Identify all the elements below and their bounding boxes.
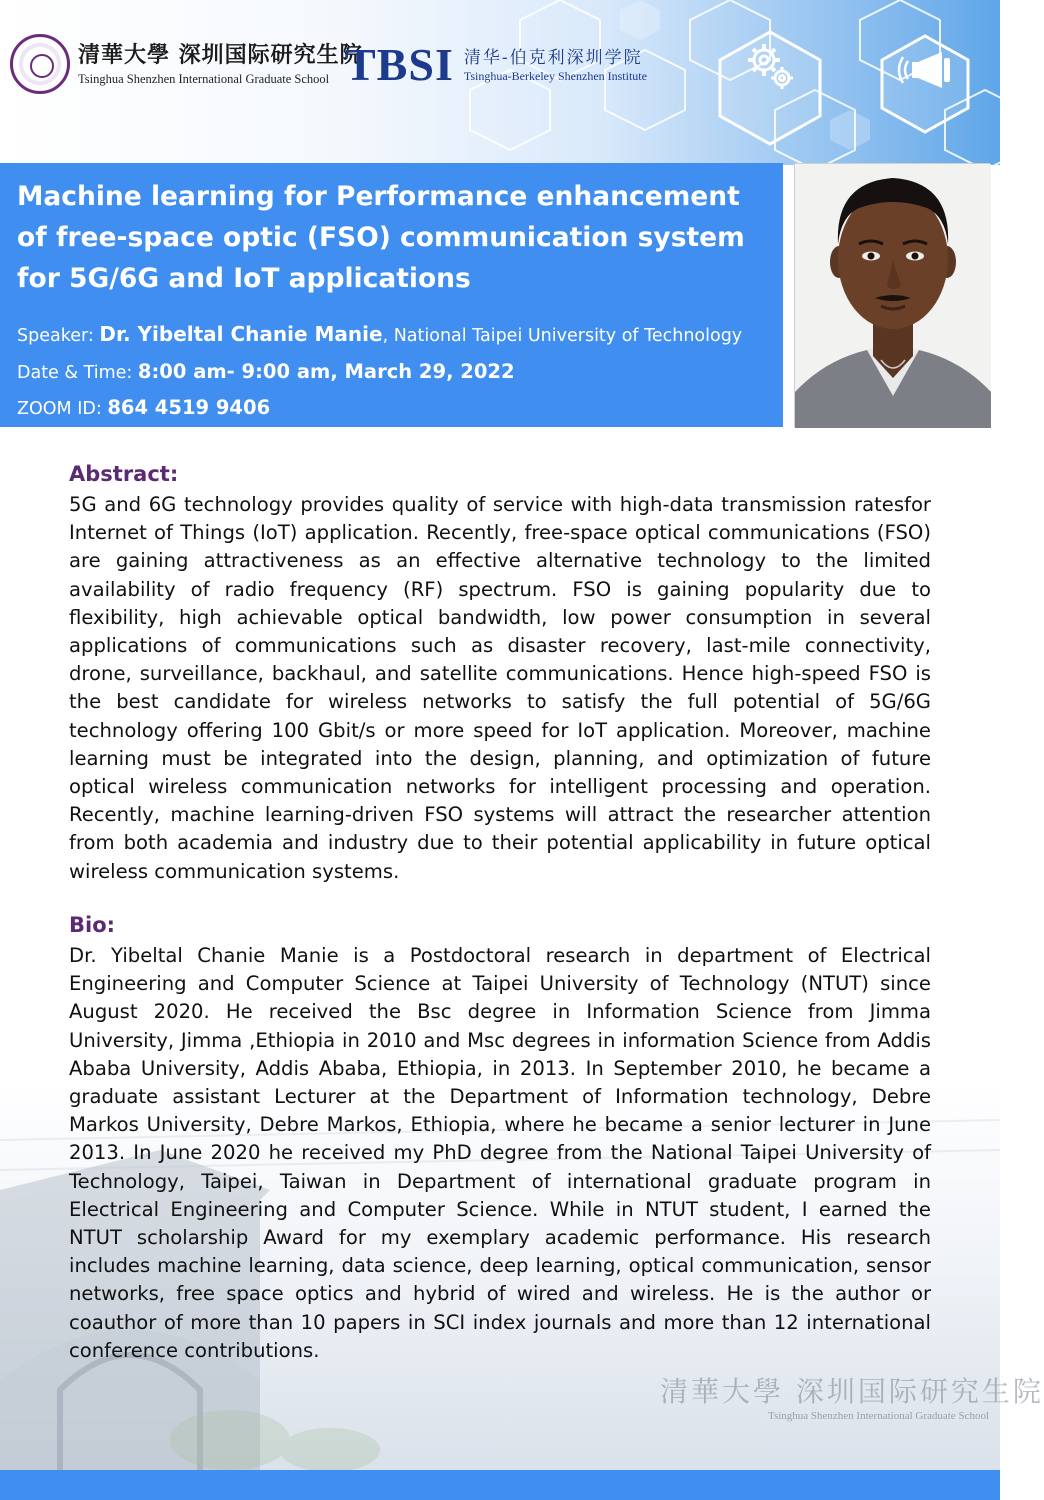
- tbsi-logo: [345, 39, 647, 90]
- speaker-photo: [794, 163, 990, 427]
- speaker-name: Dr. Yibeltal Chanie Manie: [99, 322, 383, 346]
- school-name-cn: 清華大學 深圳国际研究生院: [78, 42, 363, 68]
- megaphone-icon: [898, 52, 954, 88]
- abstract-heading: Abstract:: [69, 462, 179, 486]
- bio-text: Dr. Yibeltal Chanie Manie is a Postdoctoral research in department of Electrical Engineering and Computer Science at Taipei University of Technology (NTUT) since August 2020. He received the Bsc degree in Information Science from Jimma University, Jimma ,Ethiopia in 2010 and Msc degrees in information Science from Addis Ababa University, Addis Ababa, Ethiopia, in 2013. In September 2010, he became a graduate assistant Lecturer at the Department of Information technology, Debre Markos University, Debre Markos, Ethiopia, where he became a senior lecturer in June 2013. In June 2020 he received my PhD degree from the National Taipei University of Technology, Taipei, Taiwan in Department of international graduate program in Electrical Engineering and Computer Science. While in NTUT student, I earned the NTUT scholarship Award for my exemplary academic performance. His research includes machine learning, data science, deep learning, optical communication, sensor networks, free space optics and hybrid of wired and wireless. He is the author or coauthor of more than 10 papers in SCI index journals and more than 12 international conference contributions.: [69, 944, 931, 1362]
- zoom-line: [17, 396, 270, 419]
- header-band: [0, 0, 1000, 165]
- school-name-en: Tsinghua Shenzhen International Graduate School: [78, 72, 330, 86]
- speaker-line: [17, 322, 742, 346]
- watermark-logo: [660, 1370, 1044, 1430]
- footer-bar: [0, 1470, 1000, 1500]
- abstract-text: 5G and 6G technology provides quality of service with high-data transmission ratesfor Internet of Things (IoT) application. Recently, free-space optical communications (FSO) are gaining attractiveness as an effective alternative technology to the limited availability of radio frequency (RF) spectrum. FSO is gaining popularity due to flexibility, high achievable optical bandwidth, low power consumption in several applications of communications such as disaster recovery, last-mile connectivity, drone, surveillance, backhaul, and satellite communications. Hence high-speed FSO is the best candidate for wireless networks to satisfy the full potential of 5G/6G technology offering 100 Gbit/s or more speed for IoT application. Moreover, machine learning must be integrated into the design, planning, and optimization of future optical wireless communication networks for intelligent processing and operation. Recently, machine learning-driven FSO systems will attract the researcher attention from both academia and industry due to their potential applicability in future optical wireless communication systems.: [69, 493, 931, 883]
- gear-icon: [742, 38, 798, 94]
- tsinghua-sigs-logo: [10, 32, 363, 96]
- datetime-label: Date & Time:: [17, 363, 133, 383]
- zoom-label: ZOOM ID:: [17, 399, 102, 419]
- watermark-cn: 清華大學 深圳国际研究生院: [660, 1375, 1044, 1408]
- tbsi-mark: TBSI: [345, 39, 454, 90]
- zoom-value: 864 4519 9406: [107, 396, 271, 419]
- speaker-label: Speaker:: [17, 326, 94, 346]
- datetime-line: [17, 360, 515, 383]
- watermark-en: Tsinghua Shenzhen International Graduate School: [768, 1410, 989, 1422]
- tbsi-name-en: Tsinghua-Berkeley Shenzhen Institute: [463, 68, 647, 83]
- talk-title: Machine learning for Performance enhancement of free-space optic (FSO) communication system for 5G/6G and IoT applications: [17, 181, 745, 294]
- university-seal-icon: [10, 34, 70, 94]
- datetime-value: 8:00 am- 9:00 am, March 29, 2022: [137, 360, 515, 383]
- tbsi-name-cn: 清华-伯克利深圳学院: [463, 47, 643, 68]
- speaker-affiliation: , National Taipei University of Technology: [382, 326, 743, 346]
- bio-heading: Bio:: [69, 913, 116, 937]
